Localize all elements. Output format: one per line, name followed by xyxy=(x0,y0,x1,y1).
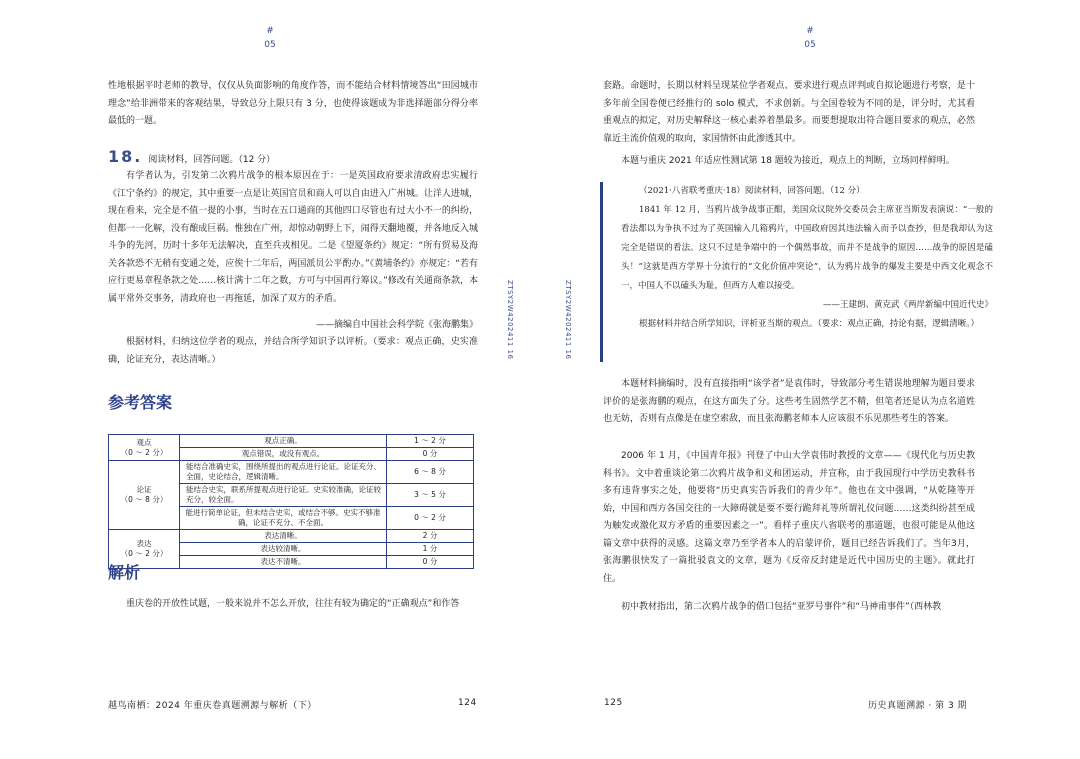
category-argument: 论证 （0 ～ 8 分） xyxy=(109,461,180,530)
quote-task: 根据材料并结合所学知识，评析亚当斯的观点。（要求：观点正确，持论有据，逻辑清晰。） xyxy=(639,319,980,329)
score-cell: 6 ～ 8 分 xyxy=(387,461,474,484)
right-paragraph-1: 套路。命题时，长期以材料呈现某位学者观点、要求进行观点评判或自拟论题进行考察，是十多年前全国卷便已经推行的 solo 模式，不求创新。与全国卷较为不同的是，评分时，尤其看重观点的拟定，对历史解释这一核心素养着墨最多。而要想提取出符合题目要求的观点，必然靠近主流价值观的取向，家国情怀由此渗透其中。 xyxy=(603,81,975,144)
score-cell: 1 分 xyxy=(387,543,474,556)
quote-citation: ——王建朗、黄克武《两岸新编中国近代史》 xyxy=(822,300,993,310)
header-mark: # xyxy=(266,26,274,36)
left-page-number: 124 xyxy=(458,698,477,708)
category-expression: 表达 （0 ～ 2 分） xyxy=(109,530,180,569)
criteria-cell: 表达不清晰。 xyxy=(180,556,387,569)
quote-material: 1841 年 12 月，当鸦片战争战事正酣，美国众议院外交委员会主席亚当斯发表演说：“一般的看法都以为争执不过为了英国输入几箱鸦片，中国政府因其违法输入而予以查抄，但是我却认为这完全是错误的看法。这只不过是争端中的一个偶然事故，而并不是战争的原因……战争的原因是磕头！”这就是西方学界十分流行的“文化价值冲突论”，认为鸦片战争的爆发主要是中西文化观念不一，中国人不以磕头为耻，但西方人难以接受。 xyxy=(621,205,993,291)
analysis-paragraph: 重庆卷的开放性试题，一般来说并不怎么开放，往往有较为确定的“正确观点”和作答 xyxy=(126,599,460,609)
score-cell: 1 ～ 2 分 xyxy=(387,435,474,448)
material-citation: ——摘编自中国社会科学院《张海鹏集》 xyxy=(315,320,478,330)
criteria-cell: 观点错误，或没有观点。 xyxy=(180,448,387,461)
right-paragraph-3: 本题材料摘编时，没有直接指明“该学者”是袁伟时，导致部分考生错误地理解为题目要求评价的是张海鹏的观点，在这方面失了分。这些考生固然学艺不精，但笔者还是认为点名道姓也无妨，否则有点像是在虚空索敌，而且张海鹏老师本人应该很不乐见那些考生的答案。 xyxy=(603,379,975,424)
right-paragraph-5: 初中教材指出，第二次鸦片战争的借口包括“亚罗号事件”和“马神甫事件”（西林教 xyxy=(621,602,942,612)
table-row xyxy=(109,530,474,543)
right-header xyxy=(540,24,1080,52)
criteria-cell: 表达较清晰。 xyxy=(180,543,387,556)
header-number: 05 xyxy=(804,40,816,50)
analysis-section-title: 解析 xyxy=(108,563,141,582)
header-number: 05 xyxy=(264,40,276,50)
table-row xyxy=(109,461,474,484)
score-cell: 0 分 xyxy=(387,556,474,569)
quoted-exam-question xyxy=(600,182,993,362)
right-paragraph-4: 2006 年 1 月，《中国青年报》刊登了中山大学袁伟时教授的文章——《现代化与历史教科书》。文中着重谈论第二次鸦片战争和义和团运动，并宣称，由于我国现行中学历史教科书多有违背事实之处，他要将“历史真实告诉我们的青少年”。他也在文中强调，“从乾隆等开始，中国和西方各国交往的一大障碍就是要不要行跪拜礼等所谓礼仪问题……这类纠纷甚至成为触发或激化双方矛盾的重要因素之一”。看样子重庆八省联考的那道题，也很可能是从他这篇文章中获得的灵感。这篇文章乃至学者本人的启蒙评价，题目已经告诉我们了。当年3月，张海鹏很快发了一篇批驳袁文的文章，题为《反帝反封建是近代中国历史的主题》。就此打住。 xyxy=(603,451,975,584)
category-viewpoint: 观点 （0 ～ 2 分） xyxy=(109,435,180,461)
right-page-number: 125 xyxy=(604,698,623,708)
binding-code-right: ZTSY2W4202411 16 xyxy=(564,280,572,360)
score-cell: 0 分 xyxy=(387,448,474,461)
right-footer-title: 历史真题溯源 · 第 3 期 xyxy=(868,701,968,711)
question-18-heading xyxy=(108,148,478,170)
question-18-material: 有学者认为，引发第二次鸦片战争的根本原因在于：一是英国政府要求清政府忠实履行《江宁条约》的规定，其中重要一点是让英国官员和商人可以自由进入广州城。让洋人进城，现在看来，完全是不值一提的小事，当时在五口通商的其他四口尽管也有过大小不一的纠纷，但都一一化解，没有酿成巨祸。惟独在广州，却惊动朝野上下，闹得天翻地覆，并各地反入城斗争的先河，历时十多年无法解决，直至兵戎相见。二是《望厦条约》规定：“所有贸易及海关各款恐不无稍有变通之处，应俟十二年后，两国派员公平酌办。”《黄埔条约》亦规定：“若有应行更易章程条款之处……核计满十二年之数，方可与中国再行筹议。”修改有关通商条款，本属平常外交事务，清政府也一再拖延，加深了双方的矛盾。 xyxy=(108,171,478,304)
header-mark: # xyxy=(806,26,814,36)
right-paragraph-2: 本题与重庆 2021 年适应性测试第 18 题较为接近，观点上的判断，立场同样鲜明。 xyxy=(621,156,955,166)
criteria-cell: 能结合史实，联系所提观点进行论证。史实较准确，论证较充分，较全面。 xyxy=(180,484,387,507)
binding-code-left: ZTSY2W4202411 16 xyxy=(506,280,514,360)
answer-section-title: 参考答案 xyxy=(108,393,173,412)
scoring-table xyxy=(108,434,474,569)
left-footer-title: 越鸟南栖：2024 年重庆卷真题溯源与解析（下） xyxy=(108,701,317,711)
question-number: 18. xyxy=(108,147,143,166)
table-row xyxy=(109,435,474,448)
score-cell: 3 ～ 5 分 xyxy=(387,484,474,507)
question-18-task: 根据材料，归纳这位学者的观点，并结合所学知识予以评析。（要求：观点正确，史实准确，论证充分，表达清晰。） xyxy=(108,337,478,365)
score-cell: 2 分 xyxy=(387,530,474,543)
criteria-cell: 能进行简单论证，但未结合史实，或结合不够。史实不够准确，论证不充分、不全面。 xyxy=(180,507,387,530)
intro-paragraph: 性地根据平时老师的教导，仅仅从负面影响的角度作答，而不能结合材料情境答出“田园城市理念”给非洲带来的客观结果，导致总分上限只有 3 分，也使得该题成为非选择题部分得分率最低的一题。 xyxy=(108,81,478,126)
criteria-cell: 表达清晰。 xyxy=(180,530,387,543)
question-instruction: 阅读材料，回答问题。（12 分） xyxy=(148,155,276,165)
score-cell: 0 ～ 2 分 xyxy=(387,507,474,530)
criteria-cell: 能结合准确史实，围绕所提出的观点进行论证。论证充分、全面，史论结合，逻辑清晰。 xyxy=(180,461,387,484)
quote-heading: （2021·八省联考重庆·18）阅读材料，回答问题。（12 分） xyxy=(639,186,865,196)
criteria-cell: 观点正确。 xyxy=(180,435,387,448)
left-header xyxy=(0,24,540,52)
